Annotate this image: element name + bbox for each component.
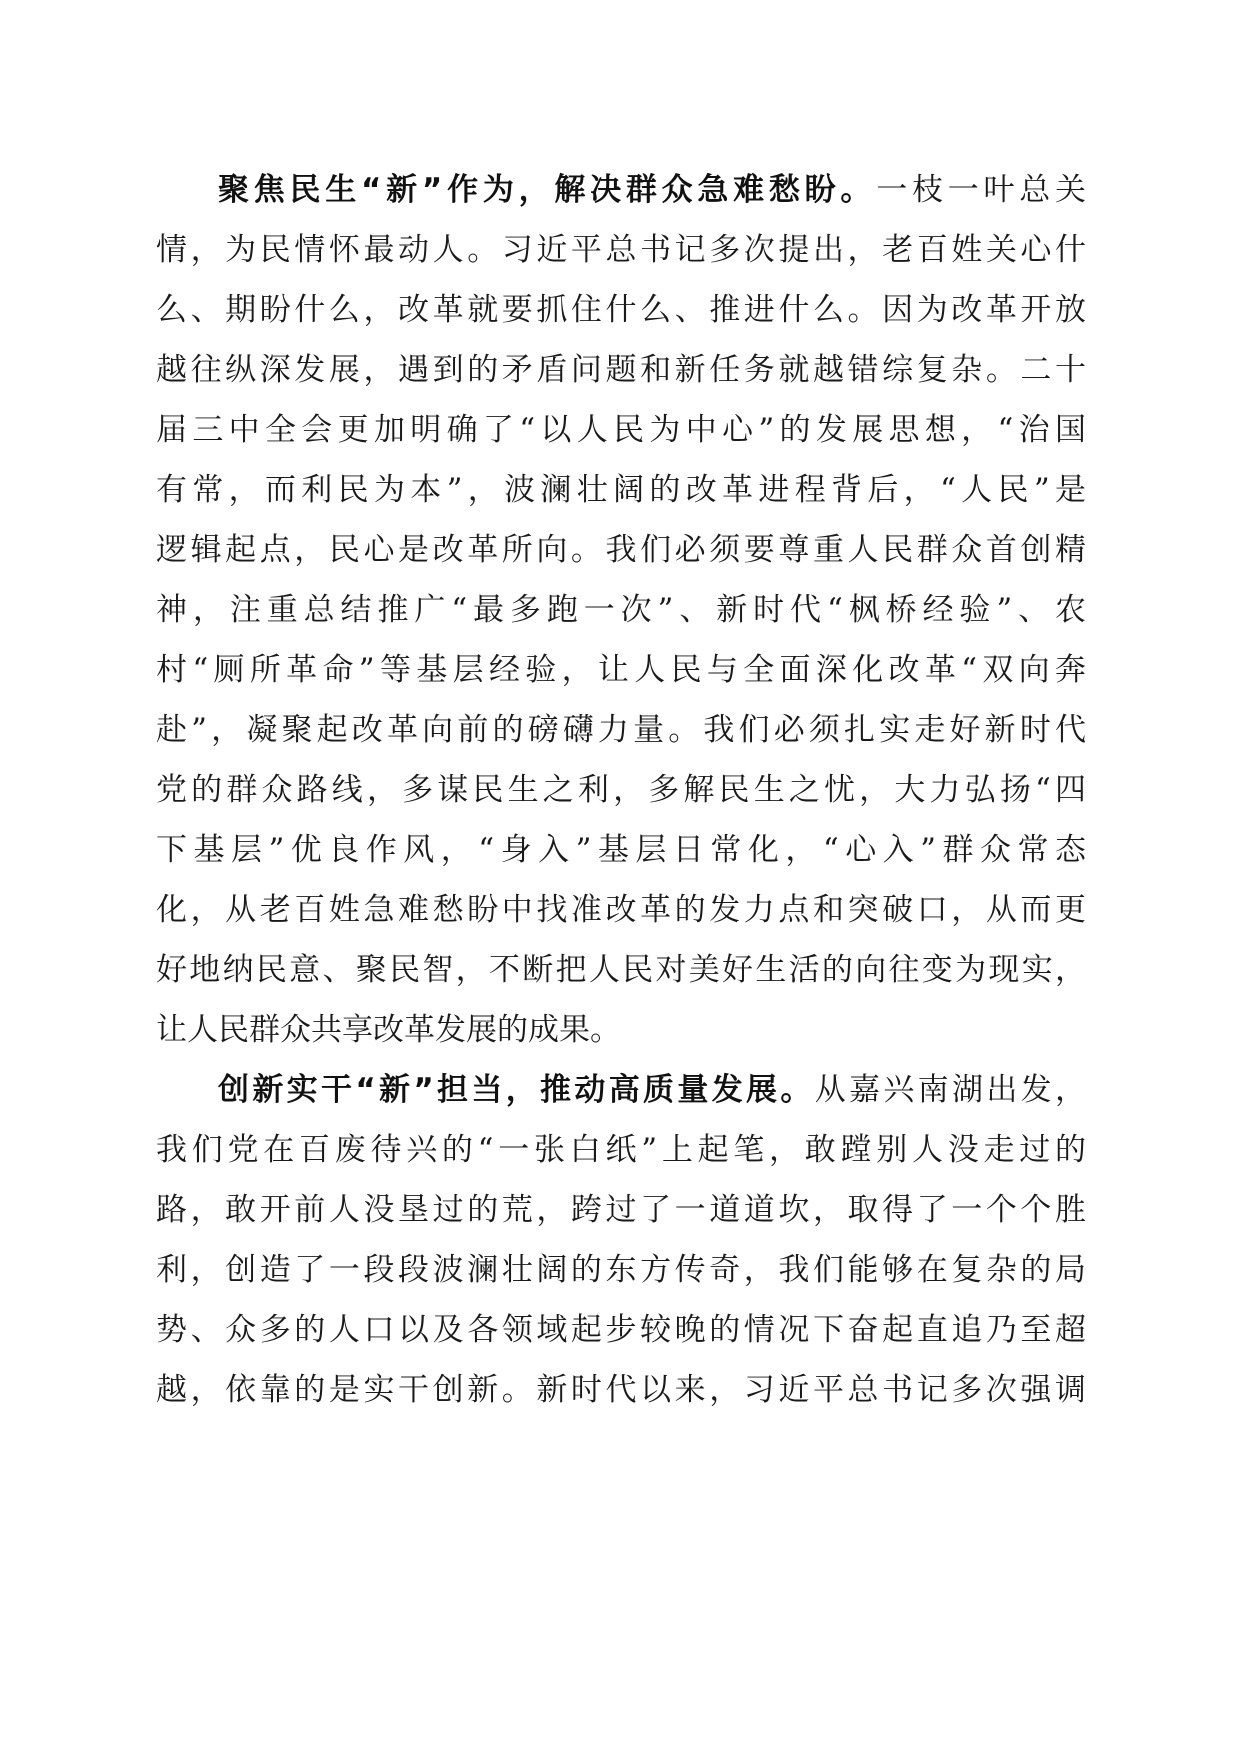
paragraph-1-line: 越往纵深发展，遇到的矛盾问题和新任务就越错综复杂。二十 [156,352,1086,388]
paragraph-2-line-1-rest: 从嘉兴南湖出发， [814,1072,1086,1108]
paragraph-2-line: 利，创造了一段段波澜壮阔的东方传奇，我们能够在复杂的局 [156,1252,1086,1288]
paragraph-1-line: 下基层”优良作风，“身入”基层日常化，“心入”群众常态 [156,832,1086,868]
paragraph-2-line: 路，敢开前人没垦过的荒，跨过了一道道坎，取得了一个个胜 [156,1192,1086,1228]
paragraph-1-heading: 聚焦民生“新”作为，解决群众急难愁盼。 [218,172,877,208]
paragraph-1-line: 届三中全会更加明确了“以人民为中心”的发展思想，“治国 [156,412,1086,448]
paragraph-1-line: 情，为民情怀最动人。习近平总书记多次提出，老百姓关心什 [156,232,1086,268]
paragraph-2-line: 我们党在百废待兴的“一张白纸”上起笔，敢蹚别人没走过的 [156,1132,1086,1168]
paragraph-1-line: 党的群众路线，多谋民生之利，多解民生之忧，大力弘扬“四 [156,772,1086,808]
paragraph-2-line: 势、众多的人口以及各领域起步较晚的情况下奋起直追乃至超 [156,1312,1086,1348]
paragraph-1-line: 村“厕所革命”等基层经验，让人民与全面深化改革“双向奔 [156,652,1086,688]
paragraph-1-line: 化，从老百姓急难愁盼中找准改革的发力点和突破口，从而更 [156,892,1086,928]
paragraph-1-line: 逻辑起点，民心是改革所向。我们必须要尊重人民群众首创精 [156,532,1086,568]
paragraph-1-line-1-rest: 一枝一叶总关 [876,172,1087,208]
paragraph-1-line-1 [218,165,1086,215]
paragraph-2-heading: 创新实干“新”担当，推动高质量发展。 [218,1072,815,1108]
paragraph-1-line: 赴”，凝聚起改革向前的磅礴力量。我们必须扎实走好新时代 [156,712,1086,748]
paragraph-2-line: 越，依靠的是实干创新。新时代以来，习近平总书记多次强调 [156,1372,1086,1408]
paragraph-1-line: 有常，而利民为本”，波澜壮阔的改革进程背后，“人民”是 [156,472,1086,508]
paragraph-1-line: 么、期盼什么，改革就要抓住什么、推进什么。因为改革开放 [156,292,1086,328]
paragraph-1-line: 神，注重总结推广“最多跑一次”、新时代“枫桥经验”、农 [156,592,1086,628]
paragraph-2-line-1 [218,1065,1086,1115]
paragraph-1-line: 让人民群众共享改革发展的成果。 [156,1012,621,1048]
paragraph-1-line: 好地纳民意、聚民智，不断把人民对美好生活的向往变为现实， [156,952,1086,988]
